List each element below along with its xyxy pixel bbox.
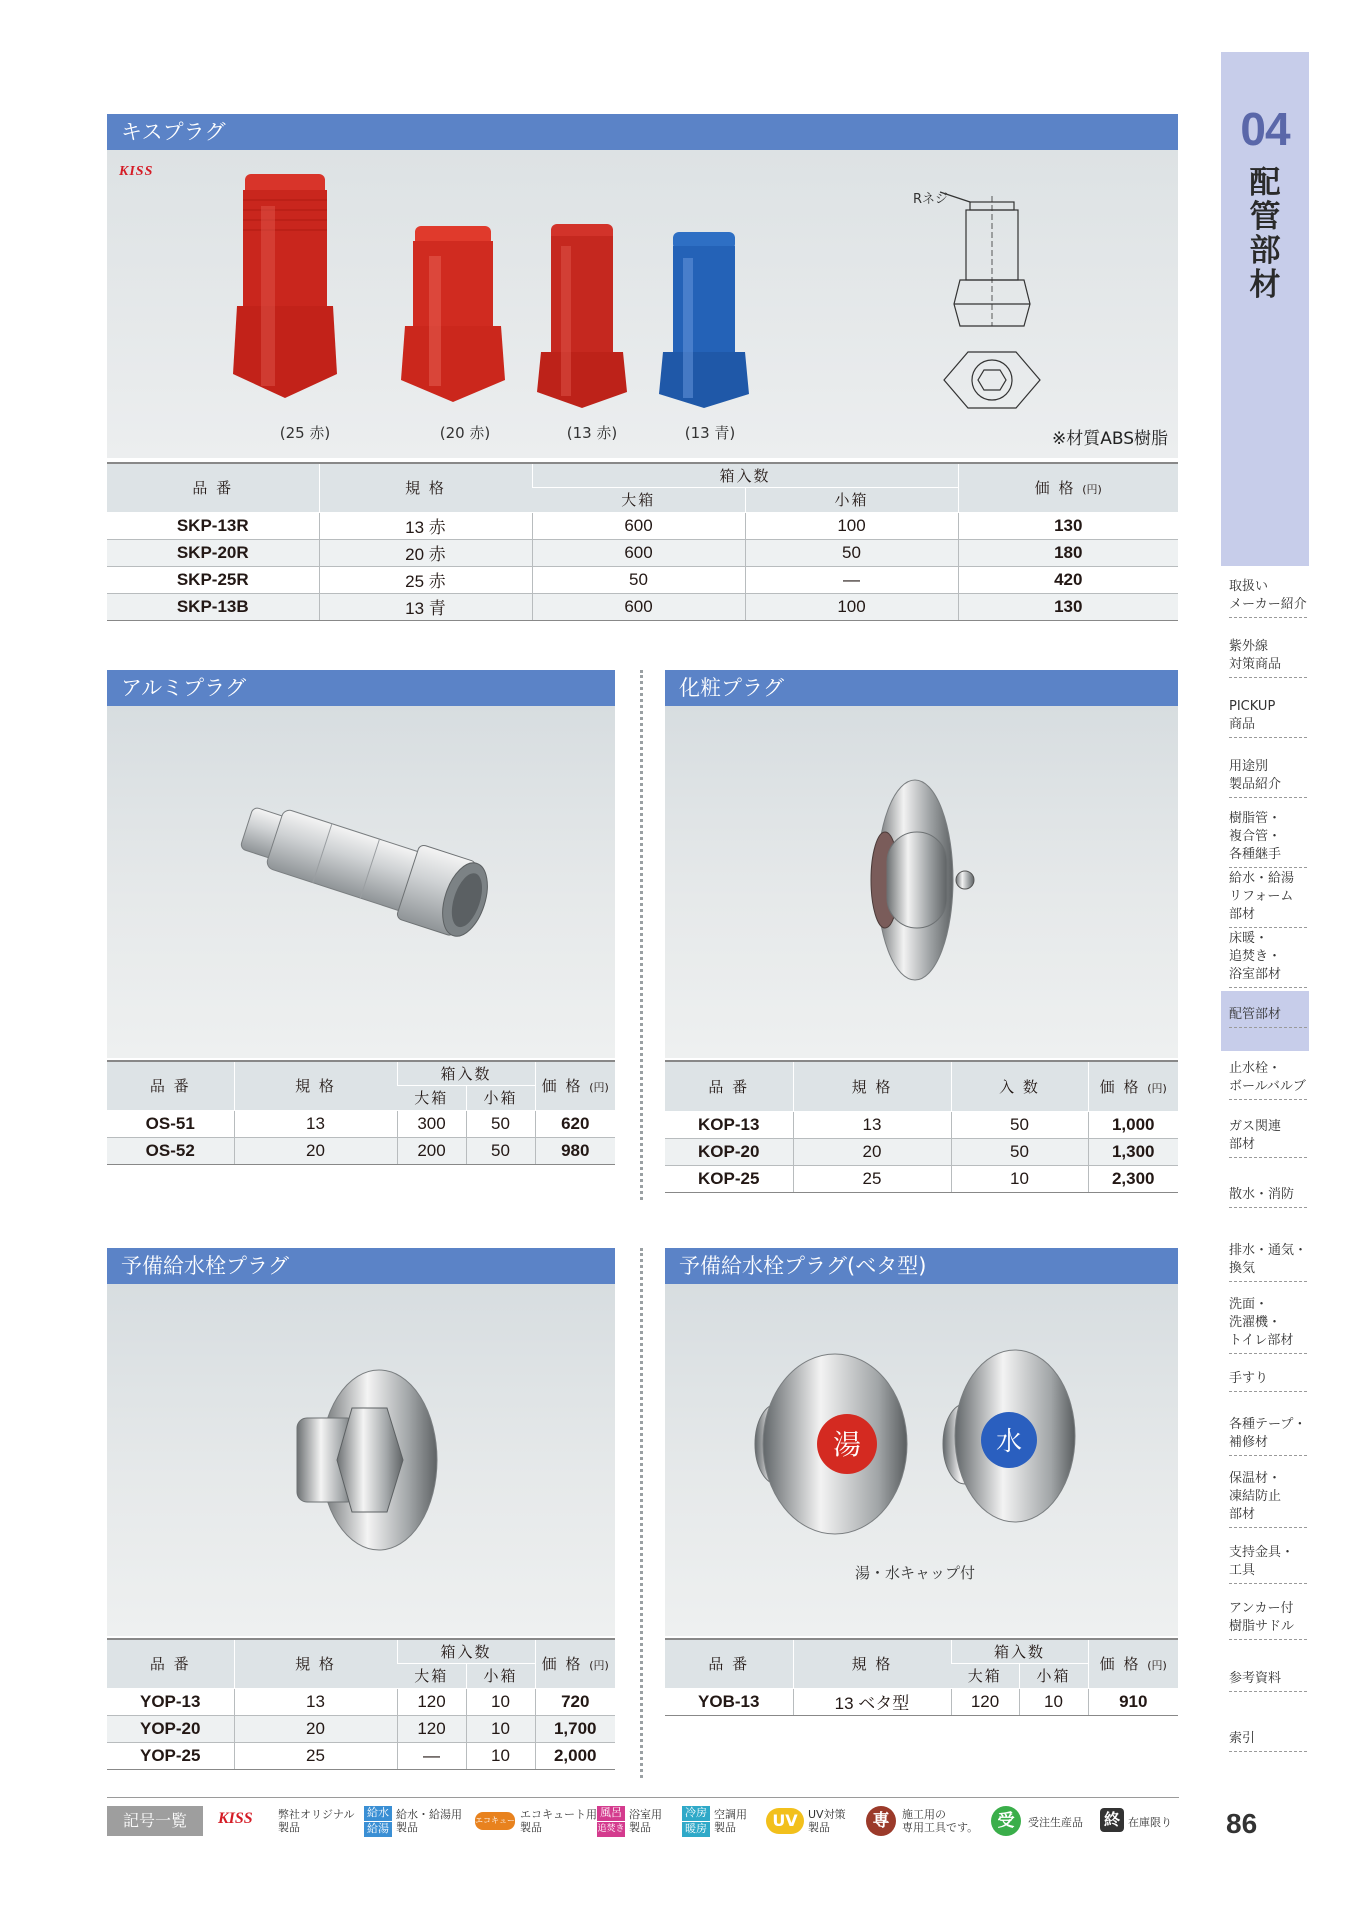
product-code: KOP-25 — [665, 1165, 793, 1192]
small-box: 50 — [466, 1137, 535, 1164]
kiss-plug-drawing — [930, 186, 1050, 426]
spec: 13 赤 — [319, 512, 532, 539]
col-code: 品 番 — [107, 1061, 234, 1110]
table-row — [107, 512, 1178, 539]
yobi-beta-plug-title: 予備給水栓プラグ(ベタ型) — [665, 1248, 1178, 1284]
col-small: 小箱 — [1019, 1663, 1088, 1688]
product-code: YOP-25 — [107, 1742, 234, 1769]
heating-badge: 暖房 — [682, 1822, 710, 1837]
beta-plug-caption: 湯・水キャップ付 — [854, 1564, 975, 1582]
large-box: 120 — [397, 1715, 466, 1742]
product-code: YOB-13 — [665, 1688, 793, 1715]
col-spec: 規 格 — [319, 463, 532, 512]
caption-25-red: (25 赤) — [279, 424, 331, 442]
table-row — [107, 539, 1178, 566]
spec: 20 赤 — [319, 539, 532, 566]
caption-20-red: (20 赤) — [439, 424, 491, 442]
ac-legend-text: 空調用 製品 — [714, 1808, 747, 1834]
kesho-plug-image — [665, 706, 1178, 1058]
product-code: SKP-13B — [107, 593, 319, 620]
col-code: 品 番 — [665, 1639, 793, 1688]
col-price: 価 格 (円) — [1088, 1639, 1178, 1688]
col-small: 小箱 — [466, 1085, 535, 1110]
table-row — [107, 1742, 615, 1769]
small-box: 10 — [466, 1688, 535, 1715]
large-box: 600 — [532, 512, 745, 539]
spec: 13 — [793, 1111, 951, 1138]
small-box: 10 — [1019, 1688, 1088, 1715]
product-code: KOP-20 — [665, 1138, 793, 1165]
col-code: 品 番 — [665, 1061, 793, 1111]
bath-legend-text: 浴室用 製品 — [629, 1808, 662, 1834]
table-row — [107, 1137, 615, 1164]
end-badge: 終 — [1100, 1808, 1124, 1832]
sidebar-item[interactable]: 排水・通気・ 換気 — [1229, 1242, 1307, 1282]
col-spec: 規 格 — [793, 1639, 951, 1688]
kesho-plug-table — [665, 1060, 1178, 1193]
large-box: 50 — [532, 566, 745, 593]
sidebar-item[interactable]: 用途別 製品紹介 — [1229, 758, 1307, 798]
sidebar-item[interactable]: ガス関連 部材 — [1229, 1118, 1307, 1158]
kiss-plug-table — [107, 462, 1178, 621]
price: 2,000 — [535, 1742, 615, 1769]
col-large: 大箱 — [951, 1663, 1019, 1688]
order-legend-text: 受注生産品 — [1028, 1816, 1083, 1829]
yobi-beta-plug-image — [665, 1284, 1178, 1584]
spec: 13 青 — [319, 593, 532, 620]
kiss-badge: KISS — [218, 1810, 253, 1827]
alumi-plug-title: アルミプラグ — [107, 670, 615, 706]
price: 720 — [535, 1688, 615, 1715]
quantity: 50 — [951, 1111, 1088, 1138]
kiss-legend-text: 弊社オリジナル 製品 — [278, 1808, 355, 1834]
col-small: 小箱 — [466, 1663, 535, 1688]
spec: 13 ベタ型 — [793, 1688, 951, 1715]
kiss-logo: KISS — [119, 164, 154, 179]
price: 1,000 — [1088, 1111, 1178, 1138]
product-code: OS-51 — [107, 1110, 234, 1137]
col-spec: 規 格 — [234, 1061, 397, 1110]
yobi-beta-plug-table — [665, 1638, 1178, 1716]
yobi-beta-plug-photo — [665, 1284, 1178, 1636]
chapter-number: 04 — [1240, 103, 1290, 155]
sidebar-item[interactable]: 手すり — [1229, 1370, 1307, 1392]
spec: 25 — [793, 1165, 951, 1192]
hot-water-badge: 給湯 — [364, 1822, 392, 1837]
water-badge: 給水 — [364, 1806, 392, 1821]
sidebar-item[interactable]: 散水・消防 — [1229, 1186, 1307, 1208]
alumi-plug-image — [107, 706, 615, 1058]
large-box: 120 — [397, 1688, 466, 1715]
col-qty: 入 数 — [951, 1061, 1088, 1111]
price: 420 — [958, 566, 1178, 593]
large-box: 200 — [397, 1137, 466, 1164]
yobi-plug-image — [107, 1284, 615, 1636]
yobi-plug-photo — [107, 1284, 615, 1636]
col-code: 品 番 — [107, 1639, 234, 1688]
col-spec: 規 格 — [234, 1639, 397, 1688]
sidebar-item[interactable]: 各種テープ・ 補修材 — [1229, 1416, 1307, 1456]
col-price: 価 格 (円) — [535, 1061, 615, 1110]
table-row — [107, 1688, 615, 1715]
col-small: 小箱 — [745, 487, 958, 512]
chapter-title: 配管部材 — [1249, 165, 1281, 303]
large-box: 600 — [532, 593, 745, 620]
large-box: 120 — [951, 1688, 1019, 1715]
spec: 20 — [234, 1137, 397, 1164]
spec: 25 赤 — [319, 566, 532, 593]
footer-rule — [107, 1797, 1179, 1798]
large-box: 600 — [532, 539, 745, 566]
kiss-plug-photo — [107, 150, 1178, 458]
col-box: 箱入数 — [532, 463, 958, 487]
sidebar-item[interactable]: 保温材・ 凍結防止 部材 — [1229, 1470, 1307, 1528]
water-legend-text: 給水・給湯用 製品 — [396, 1808, 462, 1834]
sidebar-item[interactable]: 参考資料 — [1229, 1670, 1307, 1692]
col-large: 大箱 — [532, 487, 745, 512]
order-badge: 受 — [991, 1806, 1021, 1836]
sidebar-item[interactable]: 紫外線 対策商品 — [1229, 638, 1307, 678]
alumi-plug-table — [107, 1060, 615, 1165]
table-row — [665, 1165, 1178, 1192]
uv-badge: UV — [766, 1808, 804, 1834]
col-price: 価 格 (円) — [1088, 1061, 1178, 1111]
hot-cap-label: 湯 — [832, 1428, 862, 1461]
product-code: OS-52 — [107, 1137, 234, 1164]
small-box: — — [745, 566, 958, 593]
price: 180 — [958, 539, 1178, 566]
cold-cap-label: 水 — [995, 1427, 1023, 1457]
col-spec: 規 格 — [793, 1061, 951, 1111]
col-price: 価 格 (円) — [535, 1639, 615, 1688]
quantity: 10 — [951, 1165, 1088, 1192]
price: 1,700 — [535, 1715, 615, 1742]
sidebar-item[interactable]: 床暖・ 追焚き・ 浴室部材 — [1229, 930, 1307, 988]
sidebar-item[interactable]: 給水・給湯 リフォーム 部材 — [1229, 870, 1307, 928]
price: 620 — [535, 1110, 615, 1137]
table-row — [107, 566, 1178, 593]
price: 910 — [1088, 1688, 1178, 1715]
alumi-plug-photo — [107, 706, 615, 1058]
product-code: SKP-25R — [107, 566, 319, 593]
sidebar-item[interactable]: アンカー付 樹脂サドル — [1229, 1600, 1307, 1640]
cooling-badge: 冷房 — [682, 1806, 710, 1821]
product-code: YOP-20 — [107, 1715, 234, 1742]
price: 2,300 — [1088, 1165, 1178, 1192]
yobi-plug-title: 予備給水栓プラグ — [107, 1248, 615, 1284]
small-box: 100 — [745, 593, 958, 620]
spec: 20 — [234, 1715, 397, 1742]
pro-tool-badge: 専 — [866, 1806, 896, 1836]
quantity: 50 — [951, 1138, 1088, 1165]
sidebar-item[interactable]: PICKUP 商品 — [1229, 698, 1307, 738]
page-number: 86 — [1226, 1808, 1258, 1839]
table-row — [665, 1688, 1178, 1715]
large-box: 300 — [397, 1110, 466, 1137]
ecocute-badge: エコキュート — [475, 1812, 515, 1830]
product-code: SKP-20R — [107, 539, 319, 566]
sidebar-item[interactable]: 支持金具・ 工具 — [1229, 1544, 1307, 1584]
sidebar-item[interactable]: 索引 — [1229, 1730, 1307, 1752]
bath-badge: 風呂 — [597, 1806, 625, 1821]
reheat-badge: 追焚き — [597, 1822, 625, 1837]
spec: 13 — [234, 1688, 397, 1715]
sidebar-item[interactable]: 取扱い メーカー紹介 — [1229, 578, 1307, 618]
large-box: — — [397, 1742, 466, 1769]
kiss-plug-title: キスプラグ — [107, 114, 1178, 150]
column-divider — [640, 670, 643, 1200]
col-price: 価 格 (円) — [958, 463, 1178, 512]
col-box: 箱入数 — [397, 1639, 535, 1663]
price: 130 — [958, 512, 1178, 539]
col-large: 大箱 — [397, 1085, 466, 1110]
kesho-plug-photo — [665, 706, 1178, 1058]
small-box: 50 — [466, 1110, 535, 1137]
small-box: 10 — [466, 1715, 535, 1742]
caption-13-red: (13 赤) — [566, 424, 618, 442]
product-code: YOP-13 — [107, 1688, 234, 1715]
col-large: 大箱 — [397, 1663, 466, 1688]
col-code: 品 番 — [107, 463, 319, 512]
uv-legend-text: UV対策 製品 — [808, 1808, 846, 1834]
pro-tool-legend-text: 施工用の 専用工具です。 — [902, 1808, 979, 1834]
kesho-plug-title: 化粧プラグ — [665, 670, 1178, 706]
ecocute-legend-text: エコキュート用 製品 — [520, 1808, 597, 1834]
column-divider — [640, 1248, 643, 1778]
spec: 20 — [793, 1138, 951, 1165]
sidebar-item[interactable]: 配管部材 — [1229, 1006, 1307, 1028]
small-box: 100 — [745, 512, 958, 539]
product-code: SKP-13R — [107, 512, 319, 539]
caption-13-blue: (13 青) — [684, 424, 736, 442]
sidebar-item[interactable]: 洗面・ 洗濯機・ トイレ部材 — [1229, 1296, 1307, 1354]
legend-title: 記号一覧 — [107, 1806, 203, 1836]
table-row — [107, 1715, 615, 1742]
yobi-plug-table — [107, 1638, 615, 1770]
col-box: 箱入数 — [397, 1061, 535, 1085]
spec: 25 — [234, 1742, 397, 1769]
sidebar-item[interactable]: 樹脂管・ 複合管・ 各種継手 — [1229, 810, 1307, 868]
price: 980 — [535, 1137, 615, 1164]
table-row — [665, 1111, 1178, 1138]
sidebar-item[interactable]: 止水栓・ ボールバルブ — [1229, 1060, 1307, 1100]
col-box: 箱入数 — [951, 1639, 1088, 1663]
product-code: KOP-13 — [665, 1111, 793, 1138]
table-row — [107, 1110, 615, 1137]
small-box: 50 — [745, 539, 958, 566]
material-note: ※材質ABS樹脂 — [1051, 429, 1168, 449]
kiss-plug-images — [225, 166, 785, 436]
price: 130 — [958, 593, 1178, 620]
table-row — [107, 593, 1178, 620]
price: 1,300 — [1088, 1138, 1178, 1165]
diagram-label: Rネジ — [913, 192, 949, 207]
table-row — [665, 1138, 1178, 1165]
spec: 13 — [234, 1110, 397, 1137]
end-legend-text: 在庫限り — [1128, 1816, 1172, 1829]
small-box: 10 — [466, 1742, 535, 1769]
